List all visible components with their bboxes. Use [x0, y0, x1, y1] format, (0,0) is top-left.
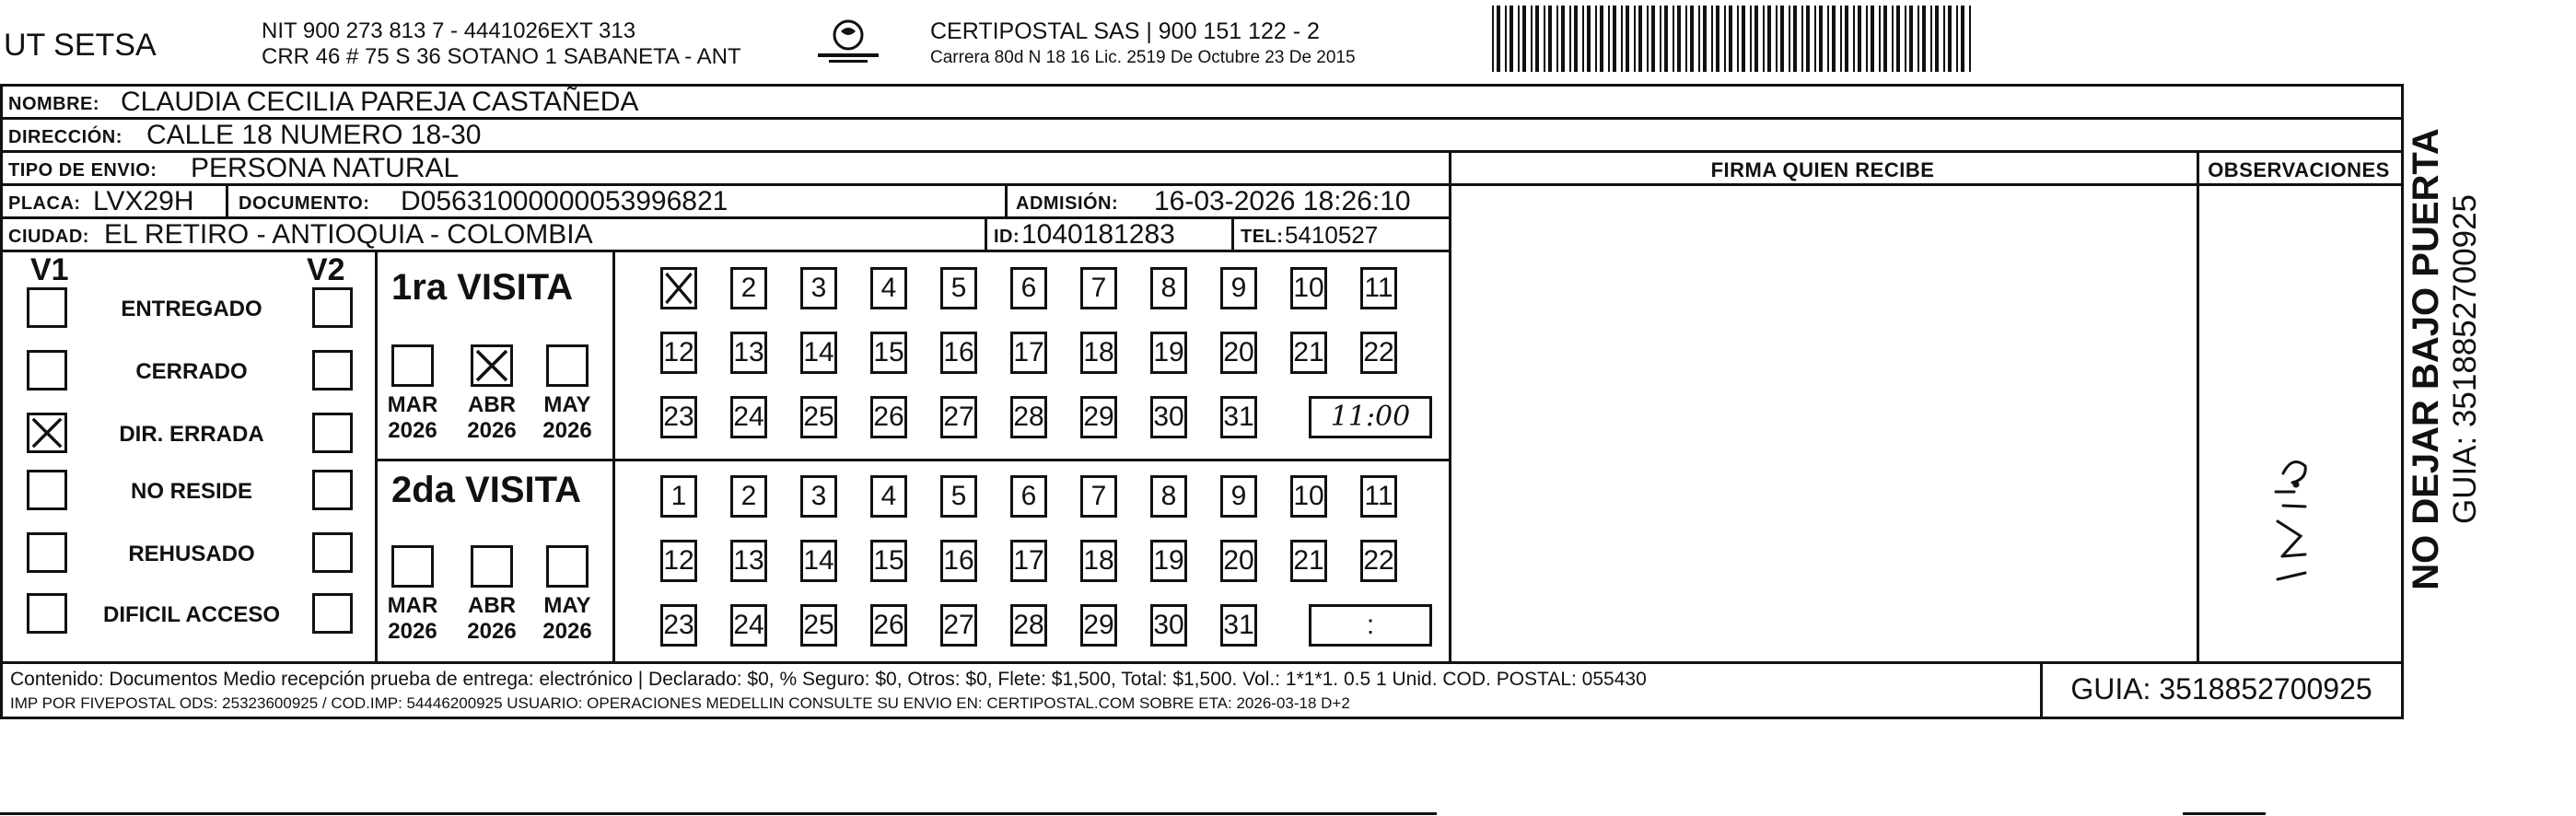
ciudad-value: EL RETIRO - ANTIOQUIA - COLOMBIA	[104, 219, 593, 250]
visit1-month-name: MAY	[543, 392, 591, 417]
visit1-day-box[interactable]: 21	[1290, 332, 1327, 374]
visit2-day-box[interactable]: 7	[1080, 475, 1117, 518]
v2-checkbox[interactable]	[312, 350, 353, 391]
visit1-day-box[interactable]: 30	[1150, 396, 1187, 438]
bottom-rule	[0, 812, 1437, 815]
visit2-day-box[interactable]: 5	[940, 475, 977, 518]
visit2-title: 2da VISITA	[391, 470, 581, 510]
visit1-day-box[interactable]: 18	[1080, 332, 1117, 374]
visit2-day-box[interactable]: 31	[1220, 604, 1257, 647]
nombre-label: NOMBRE:	[8, 94, 100, 114]
visit1-month-label	[379, 392, 447, 444]
observaciones-handwritten-note	[2250, 418, 2342, 584]
visit1-day-box[interactable]: 11	[1360, 267, 1397, 309]
visit2-month-name: ABR	[468, 593, 516, 618]
footer-imp: IMP POR FIVEPOSTAL ODS: 25323600925 / COD.IMP: 54446200925 USUARIO: OPERACIONES MEDELLIN CONSULTE SU ENVIO EN: CERTIPOSTAL.COM SOBRE ETA: 2026-03-18 D+2	[10, 694, 1350, 712]
visit2-day-box[interactable]: 25	[800, 604, 837, 647]
visit2-time-box[interactable]: :	[1309, 604, 1432, 647]
visit2-day-box[interactable]: 15	[870, 540, 907, 582]
visit2-day-box[interactable]: 3	[800, 475, 837, 518]
visit1-month-checkbox[interactable]	[391, 344, 434, 387]
visit2-month-year: 2026	[467, 619, 517, 644]
visit2-day-box[interactable]: 26	[870, 604, 907, 647]
shipping-form	[0, 84, 2404, 719]
visit1-day-box[interactable]: 19	[1150, 332, 1187, 374]
visit1-month-year: 2026	[388, 418, 437, 443]
side-rotated-text	[2406, 83, 2576, 635]
nit-line-1: NIT 900 273 813 7 - 4441026EXT 313	[262, 18, 636, 43]
side-line-1: NO DEJAR BAJO PUERTA	[2406, 128, 2446, 590]
visit2-day-box[interactable]: 1	[660, 475, 697, 518]
visit2-day-box[interactable]: 21	[1290, 540, 1327, 582]
visit1-day-box[interactable]: 22	[1360, 332, 1397, 374]
v2-checkbox[interactable]	[312, 593, 353, 634]
visit1-day-box[interactable]: 3	[800, 267, 837, 309]
visit2-day-box[interactable]: 8	[1150, 475, 1187, 518]
visit1-month-checkbox[interactable]	[546, 344, 589, 387]
status-option-label: DIFICIL ACCESO	[102, 602, 280, 627]
company-name: UT SETSA	[4, 28, 157, 63]
visit2-month-checkbox[interactable]	[546, 545, 589, 588]
v1-checkbox[interactable]	[27, 287, 67, 328]
admision-label: ADMISIÓN:	[1016, 193, 1119, 214]
carrier-line-1: CERTIPOSTAL SAS | 900 151 122 - 2	[930, 18, 1320, 44]
visit1-day-box[interactable]: 10	[1290, 267, 1327, 309]
visit1-day-box[interactable]: 5	[940, 267, 977, 309]
visit1-day-box[interactable]: 2	[730, 267, 767, 309]
v2-checkbox[interactable]	[312, 532, 353, 573]
visit2-day-box[interactable]: 12	[660, 540, 697, 582]
visit2-day-box[interactable]: 6	[1010, 475, 1047, 518]
visit1-day-box[interactable]: 29	[1080, 396, 1117, 438]
direccion-label: DIRECCIÓN:	[8, 127, 122, 147]
visit1-month-label	[458, 392, 526, 444]
v1-checkbox[interactable]	[27, 593, 67, 634]
tipo-label: TIPO DE ENVIO:	[8, 160, 157, 181]
certipostal-logo	[810, 18, 886, 66]
visit2-day-box[interactable]: 18	[1080, 540, 1117, 582]
visit1-month-checkbox[interactable]	[471, 344, 513, 387]
visit2-month-checkbox[interactable]	[391, 545, 434, 588]
carrier-line-2: Carrera 80d N 18 16 Lic. 2519 De Octubre 23 De 2015	[930, 48, 1356, 67]
visit2-day-box[interactable]: 13	[730, 540, 767, 582]
id-value: 1040181283	[1021, 219, 1175, 250]
ciudad-label: CIUDAD:	[8, 227, 89, 247]
tipo-value: PERSONA NATURAL	[191, 153, 460, 183]
v2-checkbox[interactable]	[312, 413, 353, 453]
status-option-label: ENTREGADO	[121, 297, 262, 321]
visit2-day-box[interactable]: 10	[1290, 475, 1327, 518]
visit1-day-box[interactable]: 4	[870, 267, 907, 309]
footer-contenido: Contenido: Documentos Medio recepción prueba de entrega: electrónico | Declarado: $0, % Seguro: $0, Otros: $0, Flete: $1,500, Total: $1,500. Vol.: 1*1*1. 0.5 1 Unid. COD. POSTAL: 055430	[10, 669, 1647, 690]
visit2-month-label	[458, 593, 526, 645]
v1-checkbox[interactable]	[27, 413, 67, 453]
firma-header: FIRMA QUIEN RECIBE	[1710, 158, 1935, 181]
visit2-day-box[interactable]: 9	[1220, 475, 1257, 518]
visit2-month-checkbox[interactable]	[471, 545, 513, 588]
visit1-day-box[interactable]: 17	[1010, 332, 1047, 374]
row-direccion	[3, 120, 2401, 153]
visit2-month-label	[379, 593, 447, 645]
visit2-day-box[interactable]: 27	[940, 604, 977, 647]
status-option-label: DIR. ERRADA	[119, 422, 264, 447]
visit2-day-box[interactable]: 22	[1360, 540, 1397, 582]
status-option-label: NO RESIDE	[130, 479, 253, 504]
visit2-month-name: MAR	[387, 593, 438, 618]
visit2-day-box[interactable]: 20	[1220, 540, 1257, 582]
v1-checkbox[interactable]	[27, 470, 67, 510]
visit1-title: 1ra VISITA	[391, 267, 574, 308]
visit1-day-box[interactable]: 27	[940, 396, 977, 438]
visit1-day-box[interactable]: 14	[800, 332, 837, 374]
visit1-day-box[interactable]: 20	[1220, 332, 1257, 374]
visit1-month-label	[533, 392, 601, 444]
visit2-day-box[interactable]: 2	[730, 475, 767, 518]
visit1-month-year: 2026	[542, 418, 592, 443]
visit1-day-box[interactable]: 12	[660, 332, 697, 374]
v2-checkbox[interactable]	[312, 287, 353, 328]
observaciones-header: OBSERVACIONES	[2208, 158, 2390, 181]
v1-checkbox[interactable]	[27, 532, 67, 573]
visit2-day-box[interactable]: 30	[1150, 604, 1187, 647]
visit1-day-box[interactable]: 7	[1080, 267, 1117, 309]
visit1-time-box[interactable]: 11:00	[1309, 396, 1432, 438]
visit2-month-year: 2026	[542, 619, 592, 644]
id-label: ID:	[994, 227, 1020, 247]
visit2-day-box[interactable]: 23	[660, 604, 697, 647]
side-line-2: GUIA: 3518852700925	[2447, 193, 2483, 525]
visit1-month-year: 2026	[467, 418, 517, 443]
visit1-day-box[interactable]: 13	[730, 332, 767, 374]
direccion-value: CALLE 18 NUMERO 18-30	[146, 120, 482, 150]
nombre-value: CLAUDIA CECILIA PAREJA CASTAÑEDA	[121, 87, 639, 117]
visit1-day-box[interactable]: 24	[730, 396, 767, 438]
tel-label: TEL:	[1241, 227, 1284, 247]
row-placa	[3, 186, 1451, 219]
visit2-day-box[interactable]: 14	[800, 540, 837, 582]
placa-label: PLACA:	[8, 193, 81, 214]
visit2-month-year: 2026	[388, 619, 437, 644]
visit2-day-box[interactable]: 11	[1360, 475, 1397, 518]
status-option-label: REHUSADO	[128, 542, 255, 566]
footer-guia: GUIA: 3518852700925	[2070, 672, 2372, 705]
v2-label: V2	[307, 252, 345, 287]
visit2-day-box[interactable]: 19	[1150, 540, 1187, 582]
visit1-day-box[interactable]: 15	[870, 332, 907, 374]
visit2-day-box[interactable]: 29	[1080, 604, 1117, 647]
barcode	[1492, 6, 2199, 72]
documento-value: D05631000000053996821	[401, 186, 729, 216]
visit1-month-name: ABR	[468, 392, 516, 417]
visit1-day-box[interactable]: 16	[940, 332, 977, 374]
bottom-rule-right	[2183, 812, 2266, 815]
visit2-day-box[interactable]: 17	[1010, 540, 1047, 582]
visit1-day-box[interactable]	[660, 267, 697, 309]
placa-value: LVX29H	[93, 186, 194, 216]
visit2-day-box[interactable]: 28	[1010, 604, 1047, 647]
v2-checkbox[interactable]	[312, 470, 353, 510]
v1-checkbox[interactable]	[27, 350, 67, 391]
status-option-label: CERRADO	[135, 359, 248, 384]
row-tipo	[3, 153, 2401, 186]
visit1-day-box[interactable]: 25	[800, 396, 837, 438]
visit2-day-box[interactable]: 16	[940, 540, 977, 582]
nit-line-2: CRR 46 # 75 S 36 SOTANO 1 SABANETA - ANT	[262, 44, 741, 69]
v1-label: V1	[30, 252, 69, 287]
visit1-day-box[interactable]: 6	[1010, 267, 1047, 309]
row-nombre	[3, 87, 2401, 120]
tel-value: 5410527	[1285, 221, 1379, 249]
visit1-day-box[interactable]: 31	[1220, 396, 1257, 438]
admision-value: 16-03-2026 18:26:10	[1154, 186, 1411, 216]
visit2-day-box[interactable]: 4	[870, 475, 907, 518]
documento-label: DOCUMENTO:	[239, 193, 370, 214]
visit2-month-label	[533, 593, 601, 645]
visit2-month-name: MAY	[543, 593, 591, 618]
visit1-day-box[interactable]: 8	[1150, 267, 1187, 309]
visit1-day-box[interactable]: 9	[1220, 267, 1257, 309]
visit1-day-box[interactable]: 26	[870, 396, 907, 438]
visit1-day-box[interactable]: 23	[660, 396, 697, 438]
visit2-day-box[interactable]: 24	[730, 604, 767, 647]
visit1-month-name: MAR	[387, 392, 438, 417]
visit1-day-box[interactable]: 28	[1010, 396, 1047, 438]
